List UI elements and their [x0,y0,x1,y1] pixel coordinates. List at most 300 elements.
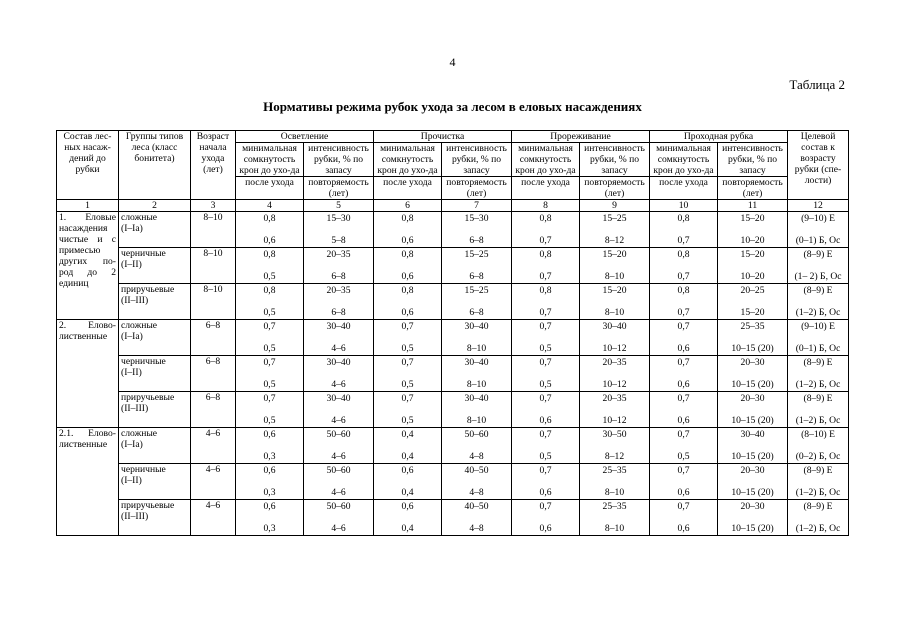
value-bottom: (1– 2) Б, Ос [794,271,842,282]
value-cell [304,320,374,356]
value-cell [442,248,512,284]
value-bottom: 10–15 (20) [731,343,774,354]
value-bottom: 0,7 [539,307,552,318]
value-cell [650,356,718,392]
start-age-cell: 6–8 [191,320,236,356]
value-gap [376,296,439,307]
value-cell [718,248,788,284]
value-gap [790,296,846,307]
table-row [57,500,849,536]
value-cell [236,212,304,248]
value-cell [374,356,442,392]
header-min-density: минимальная сомкнутость крон до ухо-да [512,143,580,177]
value-gap [720,404,785,415]
value-gap [306,440,371,451]
value-bottom: (1–2) Б, Ос [795,523,841,534]
value-bottom: 0,6 [401,271,414,282]
value-top: 0,7 [401,357,414,368]
value-top: (8–9) Е [803,465,833,476]
value-bottom: 15–20 [740,307,765,318]
value-gap [238,476,301,487]
value-bottom: 6–8 [469,235,484,246]
value-top: 50–60 [464,429,489,440]
value-gap [720,260,785,271]
value-gap [582,476,647,487]
value-cell [374,320,442,356]
value-cell [788,464,849,500]
value-gap [720,368,785,379]
value-top: 0,7 [677,357,690,368]
value-top: 15–20 [602,249,627,260]
value-top: 0,4 [401,429,414,440]
value-bottom: 8–10 [604,487,625,498]
value-top: (8–9) Е [803,501,833,512]
value-gap [376,332,439,343]
column-index: 12 [788,200,849,212]
value-bottom: 0,5 [539,379,552,390]
value-top: 0,7 [677,429,690,440]
section-label-line: примесью [59,245,101,256]
value-gap [306,332,371,343]
section-label [57,428,119,536]
value-top: 15–30 [326,213,351,224]
value-top: 0,8 [677,285,690,296]
value-cell [650,464,718,500]
forest-type-line: (I–Ia) [121,331,143,342]
table-row [57,320,849,356]
value-top: 0,7 [677,393,690,404]
value-gap [514,476,577,487]
value-top: 0,6 [401,465,414,476]
table-row [57,248,849,284]
value-cell [718,428,788,464]
value-gap [444,512,509,523]
value-bottom: (1–2) Б, Ос [795,307,841,318]
value-cell [650,428,718,464]
value-bottom: 8–10 [466,343,487,354]
value-gap [514,260,577,271]
value-bottom: 0,4 [401,523,414,534]
value-bottom: 6–8 [331,307,346,318]
value-bottom: 0,5 [401,415,414,426]
value-bottom: 10–12 [602,343,627,354]
value-top: 0,6 [263,429,276,440]
header-min-density: минимальная сомкнутость крон до ухо-да [374,143,442,177]
value-cell [788,392,849,428]
value-bottom: 0,6 [539,415,552,426]
value-cell [718,284,788,320]
value-bottom: 10–12 [602,379,627,390]
header-repeat: повторяемость (лет) [718,177,788,200]
value-bottom: 0,6 [677,379,690,390]
header-repeat: повторяемость (лет) [442,177,512,200]
value-cell [374,392,442,428]
value-bottom: 8–10 [466,379,487,390]
value-gap [444,296,509,307]
value-gap [514,224,577,235]
value-bottom: 0,4 [401,487,414,498]
forest-type-line: (II–III) [121,295,149,306]
value-top: 0,6 [263,465,276,476]
value-bottom: 8–10 [466,415,487,426]
value-top: (8–9) Е [803,285,833,296]
header-intensity: интенсивность рубки, % по запасу [304,143,374,177]
value-gap [444,440,509,451]
header-min-density: минимальная сомкнутость крон до ухо-да [650,143,718,177]
section-label-line: 2.1. Елово- [59,428,116,439]
value-top: 20–30 [740,465,765,476]
forest-type-cell [119,284,191,320]
value-top: 30–40 [326,393,351,404]
value-cell [236,392,304,428]
value-cell [304,428,374,464]
value-cell [580,356,650,392]
value-top: 20–30 [740,501,765,512]
value-gap [306,512,371,523]
start-age-cell: 4–6 [191,428,236,464]
table-row [57,428,849,464]
value-cell [650,212,718,248]
value-bottom: 0,5 [401,343,414,354]
value-cell [580,320,650,356]
value-bottom: 6–8 [469,307,484,318]
value-top: 20–30 [740,393,765,404]
value-bottom: 10–15 (20) [731,415,774,426]
value-top: (9–10) Е [801,213,835,224]
value-gap [790,224,846,235]
value-top: 0,7 [677,501,690,512]
value-top: 0,8 [539,213,552,224]
value-top: 15–30 [464,213,489,224]
value-top: (9–10) Е [801,321,835,332]
table-row [57,356,849,392]
value-bottom: 0,5 [263,343,276,354]
value-bottom: 0,7 [677,307,690,318]
value-bottom: 0,6 [401,235,414,246]
value-cell [718,212,788,248]
value-top: 0,7 [263,357,276,368]
value-gap [514,440,577,451]
value-bottom: 10–15 (20) [731,451,774,462]
table-label: Таблица 2 [789,77,845,92]
value-cell [512,392,580,428]
header-min-density: минимальная сомкнутость крон до ухо-да [236,143,304,177]
value-bottom: 10–15 (20) [731,379,774,390]
value-gap [790,368,846,379]
value-gap [444,404,509,415]
column-index: 10 [650,200,718,212]
value-gap [582,404,647,415]
value-cell [788,320,849,356]
header-intensity: интенсивность рубки, % по запасу [718,143,788,177]
value-bottom: 0,6 [677,343,690,354]
value-cell [580,212,650,248]
value-cell [236,284,304,320]
value-cell [650,392,718,428]
value-cell [580,392,650,428]
value-top: 0,8 [677,249,690,260]
value-gap [720,332,785,343]
value-gap [582,440,647,451]
value-top: 15–20 [740,213,765,224]
value-cell [374,212,442,248]
value-top: 30–40 [326,321,351,332]
value-top: 0,7 [677,465,690,476]
value-gap [306,296,371,307]
forest-type-line: (I–Ia) [121,223,143,234]
value-bottom: (0–1) Б, Ос [795,235,841,246]
forest-type-line: приручьевые [121,500,175,511]
value-top: 0,8 [401,249,414,260]
value-top: 0,8 [401,285,414,296]
value-top: 15–20 [740,249,765,260]
value-bottom: 0,3 [263,451,276,462]
value-gap [238,260,301,271]
value-bottom: 0,6 [539,523,552,534]
value-bottom: 4–6 [331,523,346,534]
column-index: 5 [304,200,374,212]
value-cell [236,500,304,536]
value-bottom: 0,5 [539,343,552,354]
value-cell [650,500,718,536]
value-bottom: 0,4 [401,451,414,462]
value-bottom: 0,6 [677,487,690,498]
value-bottom: 0,5 [263,271,276,282]
section-label-line: чистые и с [59,234,116,245]
value-cell [788,248,849,284]
value-gap [652,260,715,271]
value-top: (8–9) Е [803,357,833,368]
value-gap [238,404,301,415]
value-bottom: (1–2) Б, Ос [795,415,841,426]
value-bottom: 4–6 [331,379,346,390]
forest-type-line: приручьевые [121,392,175,403]
value-bottom: 10–12 [602,415,627,426]
value-top: 0,7 [539,429,552,440]
start-age-cell: 8–10 [191,284,236,320]
value-cell [442,356,512,392]
section-label-line: единиц [59,278,89,289]
value-top: 15–25 [602,213,627,224]
value-top: 50–60 [326,501,351,512]
header-after-care: после ухода [374,177,442,200]
value-top: 20–35 [602,357,627,368]
value-bottom: 0,5 [539,451,552,462]
value-gap [376,224,439,235]
value-cell [374,428,442,464]
value-bottom: 4–6 [331,415,346,426]
value-bottom: (1–2) Б, Ос [795,379,841,390]
value-bottom: 0,7 [677,235,690,246]
value-cell [580,284,650,320]
value-bottom: 0,5 [401,379,414,390]
value-gap [444,260,509,271]
value-bottom: 0,5 [677,451,690,462]
column-index: 9 [580,200,650,212]
value-bottom: 0,3 [263,487,276,498]
value-bottom: 0,5 [263,415,276,426]
value-bottom: 6–8 [331,271,346,282]
start-age-cell: 8–10 [191,248,236,284]
value-top: 30–40 [326,357,351,368]
value-bottom: (0–2) Б, Ос [795,451,841,462]
value-cell [304,464,374,500]
table-row [57,392,849,428]
forest-type-cell [119,356,191,392]
value-gap [444,368,509,379]
value-cell [442,500,512,536]
value-top: 30–40 [464,393,489,404]
header-intensity: интенсивность рубки, % по запасу [442,143,512,177]
value-gap [376,368,439,379]
value-bottom: 8–12 [604,235,625,246]
value-bottom: 4–8 [469,523,484,534]
value-cell [236,320,304,356]
value-cell [442,320,512,356]
value-cell [374,500,442,536]
value-gap [652,512,715,523]
column-index: 4 [236,200,304,212]
value-gap [376,512,439,523]
table-row [57,212,849,248]
section-label [57,212,119,320]
value-top: 0,7 [263,393,276,404]
value-cell [718,392,788,428]
value-cell [512,284,580,320]
value-top: (8–10) Е [801,429,835,440]
value-gap [306,476,371,487]
value-gap [720,512,785,523]
header-group-prokhodnaya: Проходная рубка [650,131,788,143]
value-top: 40–50 [464,465,489,476]
value-gap [376,404,439,415]
value-top: 30–40 [464,357,489,368]
value-cell [442,428,512,464]
value-gap [720,296,785,307]
header-start-age: Возраст начала ухода (лет) [191,131,236,200]
section-label-line: 2. Елово- [59,320,116,331]
value-gap [306,260,371,271]
value-cell [512,464,580,500]
value-bottom: 8–10 [604,523,625,534]
column-index: 6 [374,200,442,212]
value-bottom: 10–20 [740,235,765,246]
value-bottom: 4–8 [469,487,484,498]
value-gap [582,368,647,379]
value-top: 30–40 [602,321,627,332]
value-gap [652,296,715,307]
value-gap [238,440,301,451]
value-bottom: 0,6 [677,523,690,534]
value-gap [582,224,647,235]
value-gap [790,404,846,415]
value-gap [444,332,509,343]
forest-type-cell [119,212,191,248]
header-after-care: после ухода [236,177,304,200]
value-cell [650,284,718,320]
column-index: 8 [512,200,580,212]
value-cell [374,248,442,284]
value-gap [582,332,647,343]
forest-type-line: сложные [121,320,158,331]
value-cell [580,428,650,464]
forest-type-line: сложные [121,212,158,223]
forest-type-line: черничные [121,248,166,259]
value-gap [514,332,577,343]
value-gap [652,224,715,235]
value-bottom: 0,7 [539,235,552,246]
value-cell [788,428,849,464]
forest-type-line: приручьевые [121,284,175,295]
forest-type-line: черничные [121,464,166,475]
forest-type-cell [119,392,191,428]
start-age-cell: 6–8 [191,392,236,428]
value-gap [514,296,577,307]
value-bottom: 10–15 (20) [731,523,774,534]
value-gap [514,404,577,415]
header-group-osvetlenie: Осветление [236,131,374,143]
forest-type-cell [119,464,191,500]
value-top: 0,8 [263,285,276,296]
value-gap [790,260,846,271]
section-label [57,320,119,428]
value-gap [790,476,846,487]
value-top: 0,7 [401,321,414,332]
value-cell [304,356,374,392]
value-cell [650,320,718,356]
value-gap [514,368,577,379]
start-age-cell: 4–6 [191,500,236,536]
value-top: 20–35 [326,285,351,296]
value-gap [376,476,439,487]
forest-type-line: черничные [121,356,166,367]
value-gap [790,332,846,343]
value-top: 0,7 [263,321,276,332]
value-gap [376,440,439,451]
section-label-line: лиственные [59,331,108,342]
value-gap [652,404,715,415]
value-gap [582,260,647,271]
value-top: 0,8 [677,213,690,224]
value-top: 25–35 [602,501,627,512]
value-gap [720,476,785,487]
value-gap [582,296,647,307]
value-top: 40–50 [464,501,489,512]
value-gap [306,368,371,379]
value-top: 15–25 [464,285,489,296]
forest-type-line: (I–II) [121,475,142,486]
value-gap [444,476,509,487]
value-bottom: 6–8 [469,271,484,282]
section-label-line: лиственные [59,439,108,450]
header-row-groups [57,131,849,143]
header-forest-type: Группы типов леса (класс бонитета) [119,131,191,200]
column-index: 3 [191,200,236,212]
value-top: 20–35 [602,393,627,404]
value-cell [512,428,580,464]
value-bottom: 0,6 [677,415,690,426]
section-label-line: насаждения [59,223,108,234]
value-bottom: 8–10 [604,271,625,282]
value-bottom: 0,5 [263,379,276,390]
value-bottom: 5–8 [331,235,346,246]
value-top: (8–9) Е [803,249,833,260]
value-bottom: 0,7 [677,271,690,282]
value-cell [512,500,580,536]
value-top: 15–25 [464,249,489,260]
value-gap [238,296,301,307]
value-gap [652,440,715,451]
